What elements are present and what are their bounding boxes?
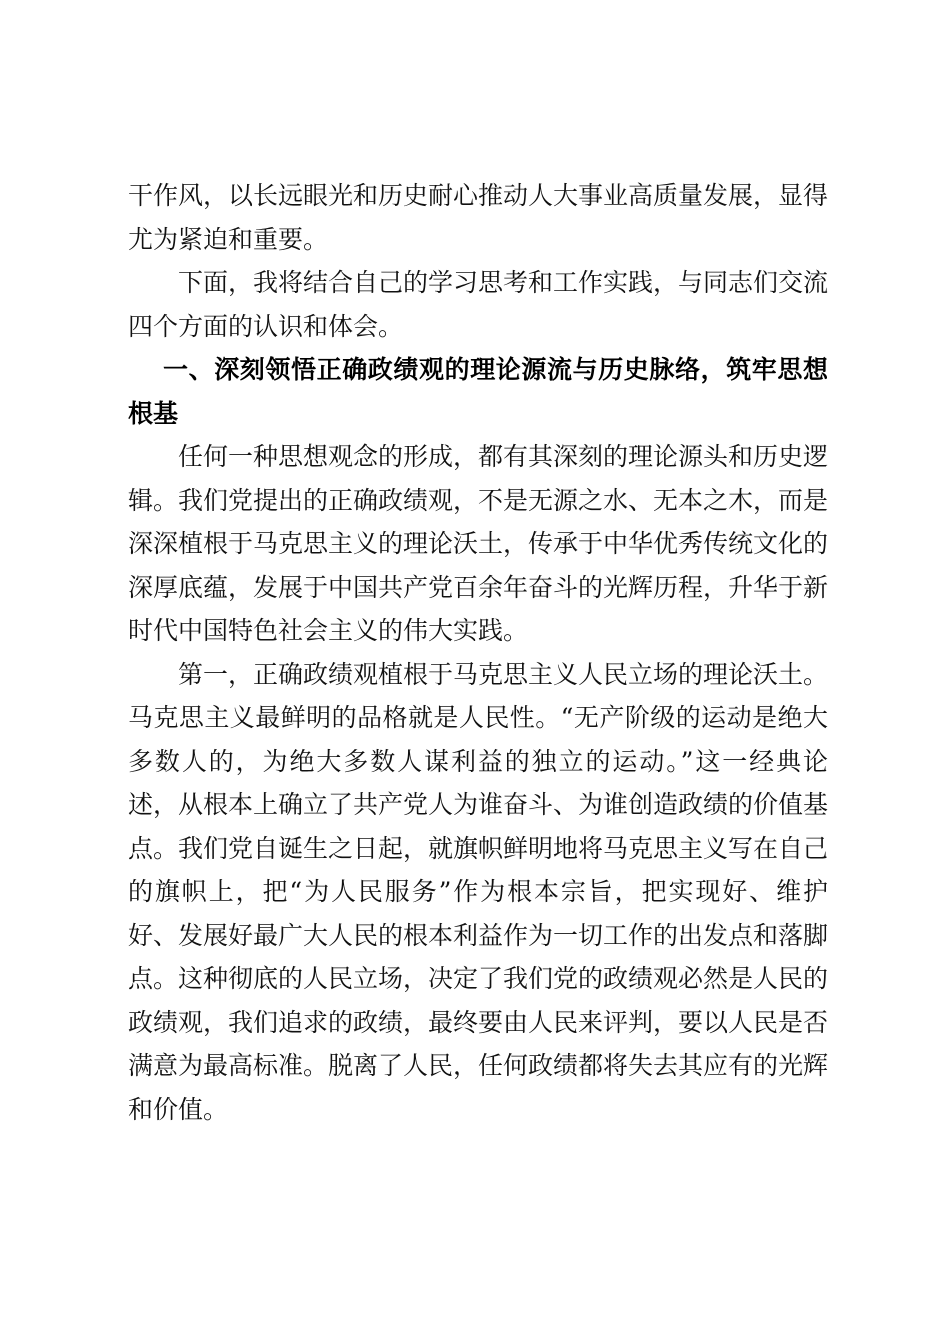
section-paragraph-1: 任何一种思想观念的形成，都有其深刻的理论源头和历史逻辑。我们党提出的正确政绩观，不是无源之水、无本之木，而是深深植根于马克思主义的理论沃土，传承于中华优秀传统文化的深厚底蕴，发展于中国共产党百余年奋斗的光辉历程，升华于新时代中国特色社会主义的伟大实践。 (128, 442, 829, 645)
section-paragraph-2: 第一，正确政绩观植根于马克思主义人民立场的理论沃土。马克思主义最鲜明的品格就是人民性。“无产阶级的运动是绝大多数人的，为绝大多数人谋利益的独立的运动。”这一经典论述，从根本上确立了共产党人为谁奋斗、为谁创造政绩的价值基点。我们党自诞生之日起，就旗帜鲜明地将马克思主义写在自己的旗帜上，把“为人民服务”作为根本宗旨，把实现好、维护好、发展好最广大人民的根本利益作为一切工作的出发点和落脚点。这种彻底的人民立场，决定了我们党的政绩观必然是人民的政绩观，我们追求的政绩，最终要由人民来评判，要以人民是否满意为最高标准。脱离了人民，任何政绩都将失去其应有的光辉和价值。 (128, 659, 829, 1124)
section-heading: 一、深刻领悟正确政绩观的理论源流与历史脉络，筑牢思想根基 (128, 355, 828, 428)
continued-paragraph: 干作风，以长远眼光和历史耐心推动人大事业高质量发展，显得尤为紧迫和重要。 (128, 181, 829, 254)
document-body (128, 174, 828, 1131)
intro-paragraph: 下面，我将结合自己的学习思考和工作实践，与同志们交流四个方面的认识和体会。 (128, 268, 829, 341)
